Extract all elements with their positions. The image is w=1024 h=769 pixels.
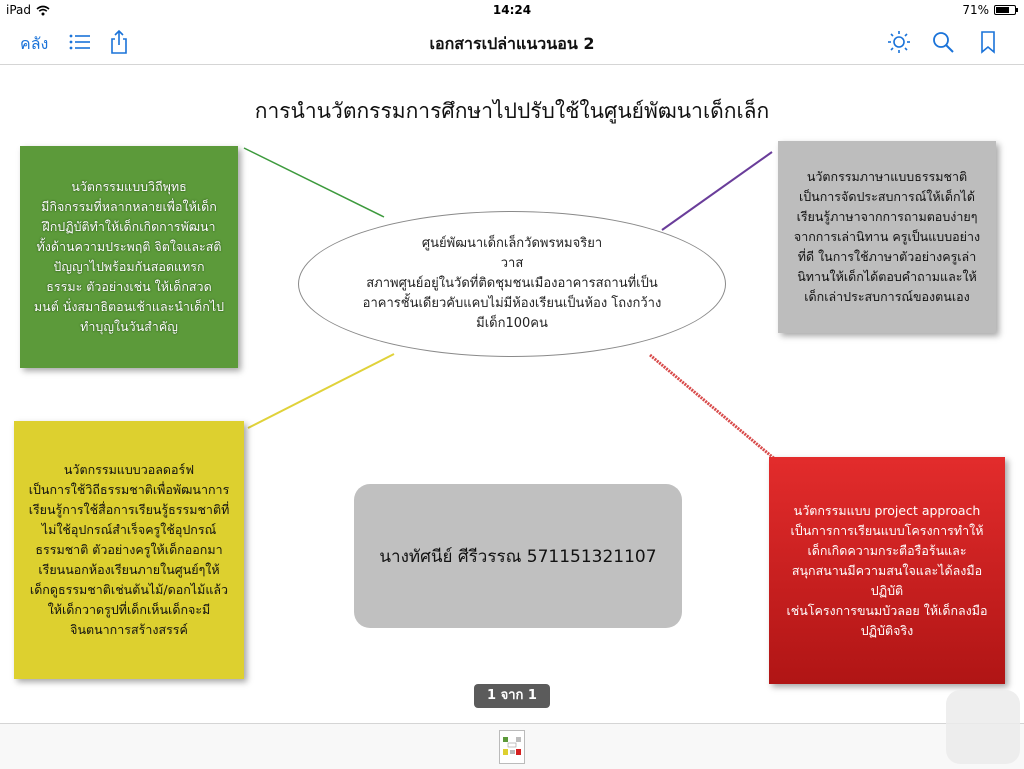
center-ellipse[interactable] <box>298 211 726 357</box>
page-thumbnail-bar <box>0 723 1024 769</box>
brightness-icon[interactable] <box>886 29 912 55</box>
center-ellipse-text: ศูนย์พัฒนาเด็กเล็กวัดพรหมจริยา วาส สภาพศูนย์อยู่ในวัดที่ติดชุมชนเมืองอาคารสถานที่เป็น อาคารชั้นเดียวคับแคบไม่มีห้องเรียนเป็นห้อง โถงกว้าง มีเด็ก100คน <box>362 236 662 331</box>
assistive-touch-button[interactable] <box>946 690 1020 764</box>
page-indicator: 1 จาก 1 <box>474 684 550 708</box>
top-toolbar <box>0 20 1024 65</box>
innovation-buddhist-text: นวัตกรรมแบบวิถีพุทธ มีกิจกรรมที่หลากหลายเพื่อให้เด็ก ฝึกปฏิบัติทำให้เด็กเกิดการพัฒนา ทั้งด้านความประพฤติ จิตใจและสติ ปัญญาไปพร้อมกันสอดแทรก ธรรมะ ตัวอย่างเช่น ให้เด็กสวด มนต์ นั่งสมาธิตอนเช้าและนำเด็กไป ทำบุญในวันสำคัญ <box>33 179 225 334</box>
innovation-project-approach-text: นวัตกรรมแบบ project approach เป็นการการเรียนแบบโครงการทำให้ เด็กเกิดความกระตือรือร้นและ สนุกสนานมีความสนใจและได้ลงมือ ปฏิบัติ เช่นโครงการขนมบัวลอย ให้เด็กลงมือ ปฏิบัติจริง <box>786 502 988 638</box>
battery-icon <box>994 5 1016 15</box>
innovation-natural-language-text: นวัตกรรมภาษาแบบธรรมชาติ เป็นการจัดประสบการณ์ให้เด็กได้ เรียนรู้ภาษาจากการถามตอบง่ายๆ จากการเล่านิทาน ครูเป็นแบบอย่าง ที่ดี ในการใช้ภาษาตัวอย่างครูเล่า นิทานให้เด็กได้ตอบคำถามและให้ เด็กเล่าประสบการณ์ของตนเอง <box>793 169 981 304</box>
page-thumbnail[interactable] <box>499 730 525 764</box>
connector-yellow <box>248 354 394 428</box>
innovation-project-approach-box[interactable] <box>769 457 1005 684</box>
share-icon[interactable] <box>106 29 132 55</box>
battery-fill <box>996 7 1009 13</box>
document-heading: การนำนวัตกรรมการศึกษาไปปรับใช้ในศูนย์พัฒนาเด็กเล็ก <box>254 99 770 123</box>
document-page[interactable] <box>0 65 1024 723</box>
library-button[interactable]: คลัง <box>20 34 49 53</box>
author-name-text: นางทัศนีย์ ศีรีวรรณ 571151321107 <box>379 546 657 567</box>
author-name-box[interactable] <box>354 484 682 628</box>
status-right <box>962 3 1016 17</box>
connector-purple <box>662 152 772 230</box>
document-title: เอกสารเปล่าแนวนอน 2 <box>429 34 595 53</box>
connector-green <box>244 148 384 217</box>
list-icon[interactable] <box>67 29 93 55</box>
innovation-waldorf-box[interactable] <box>14 421 244 679</box>
status-time: 14:24 <box>492 3 532 17</box>
page-thumbnail-preview-icon <box>500 731 524 763</box>
bookmark-icon[interactable] <box>975 29 1001 55</box>
innovation-buddhist-box[interactable] <box>20 146 238 368</box>
status-bar <box>0 0 1024 20</box>
innovation-natural-language-box[interactable] <box>778 141 996 333</box>
innovation-waldorf-text: นวัตกรรมแบบวอลดอร์ฟ เป็นการใช้วิถีธรรมชาติเพื่อพัฒนาการ เรียนรู้การใช้สื่อการเรียนรู้ธรรมชาติที่ ไม่ใช้อุปกรณ์สำเร็จครูใช้อุปกรณ์ ธรรมชาติ ตัวอย่างครูให้เด็กออกมา เรียนนอกห้องเรียนภายในศูนย์ๆให้ เด็กดูธรรมชาติเช่นต้นไม้/ดอกไม้แล้ว ให้เด็กวาดรูปที่เด็กเห็นเด็กจะมี จินตนาการสร้างสรรค์ <box>28 462 230 637</box>
device-label: iPad <box>6 3 32 17</box>
connector-red <box>650 355 782 465</box>
search-icon[interactable] <box>930 29 956 55</box>
battery-percent: 71% <box>962 3 989 17</box>
